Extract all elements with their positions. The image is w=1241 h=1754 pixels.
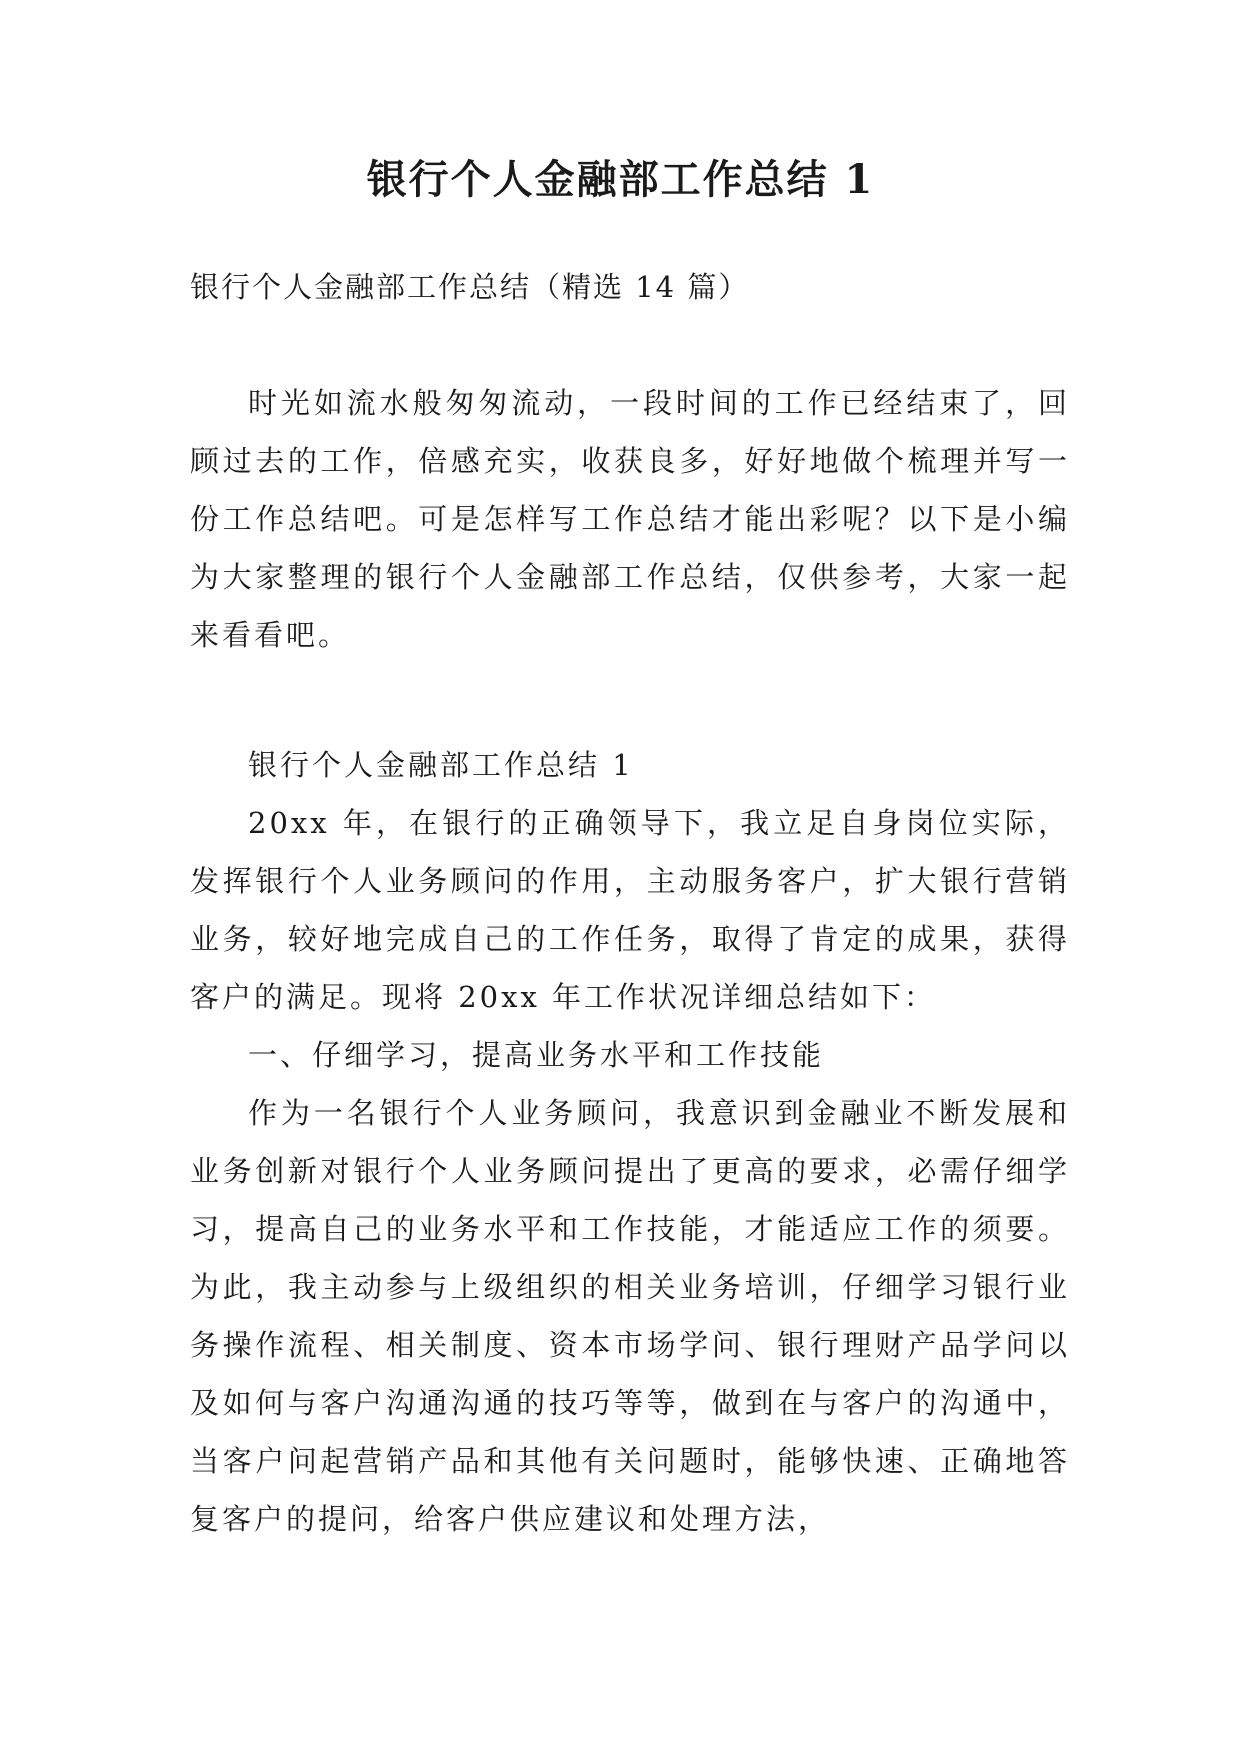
body-paragraph: 作为一名银行个人业务顾问，我意识到金融业不断发展和业务创新对银行个人业务顾问提出了更高的要求，必需仔细学习，提高自己的业务水平和工作技能，才能适应工作的须要。为此，我主动参与上级组织的相关业务培训，仔细学习银行业务操作流程、相关制度、资本市场学问、银行理财产品学问以及如何与客户沟通沟通的技巧等等，做到在与客户的沟通中，当客户问起营销产品和其他有关问题时，能够快速、正确地答复客户的提问，给客户供应建议和处理方法， — [190, 1096, 1070, 1536]
body-paragraph: 20xx 年，在银行的正确领导下，我立足自身岗位实际，发挥银行个人业务顾问的作用，主动服务客户，扩大银行营销业务，较好地完成自己的工作任务，取得了肯定的成果，获得客户的满足。现将 20xx 年工作状况详细总结如下： — [190, 806, 1070, 1014]
section-heading: 银行个人金融部工作总结 1 — [248, 748, 634, 782]
document-title: 银行个人金融部工作总结 1 — [366, 156, 875, 203]
spacer — [190, 664, 1070, 736]
document-subtitle: 银行个人金融部工作总结（精选 14 篇） — [190, 270, 750, 304]
document-body — [190, 258, 1070, 1548]
spacer — [190, 316, 1070, 374]
subsection-heading: 一、仔细学习，提高业务水平和工作技能 — [248, 1038, 825, 1072]
intro-paragraph: 时光如流水般匆匆流动，一段时间的工作已经结束了，回顾过去的工作，倍感充实，收获良多，好好地做个梳理并写一份工作总结吧。可是怎样写工作总结才能出彩呢？以下是小编为大家整理的银行个人金融部工作总结，仅供参考，大家一起来看看吧。 — [190, 386, 1070, 652]
